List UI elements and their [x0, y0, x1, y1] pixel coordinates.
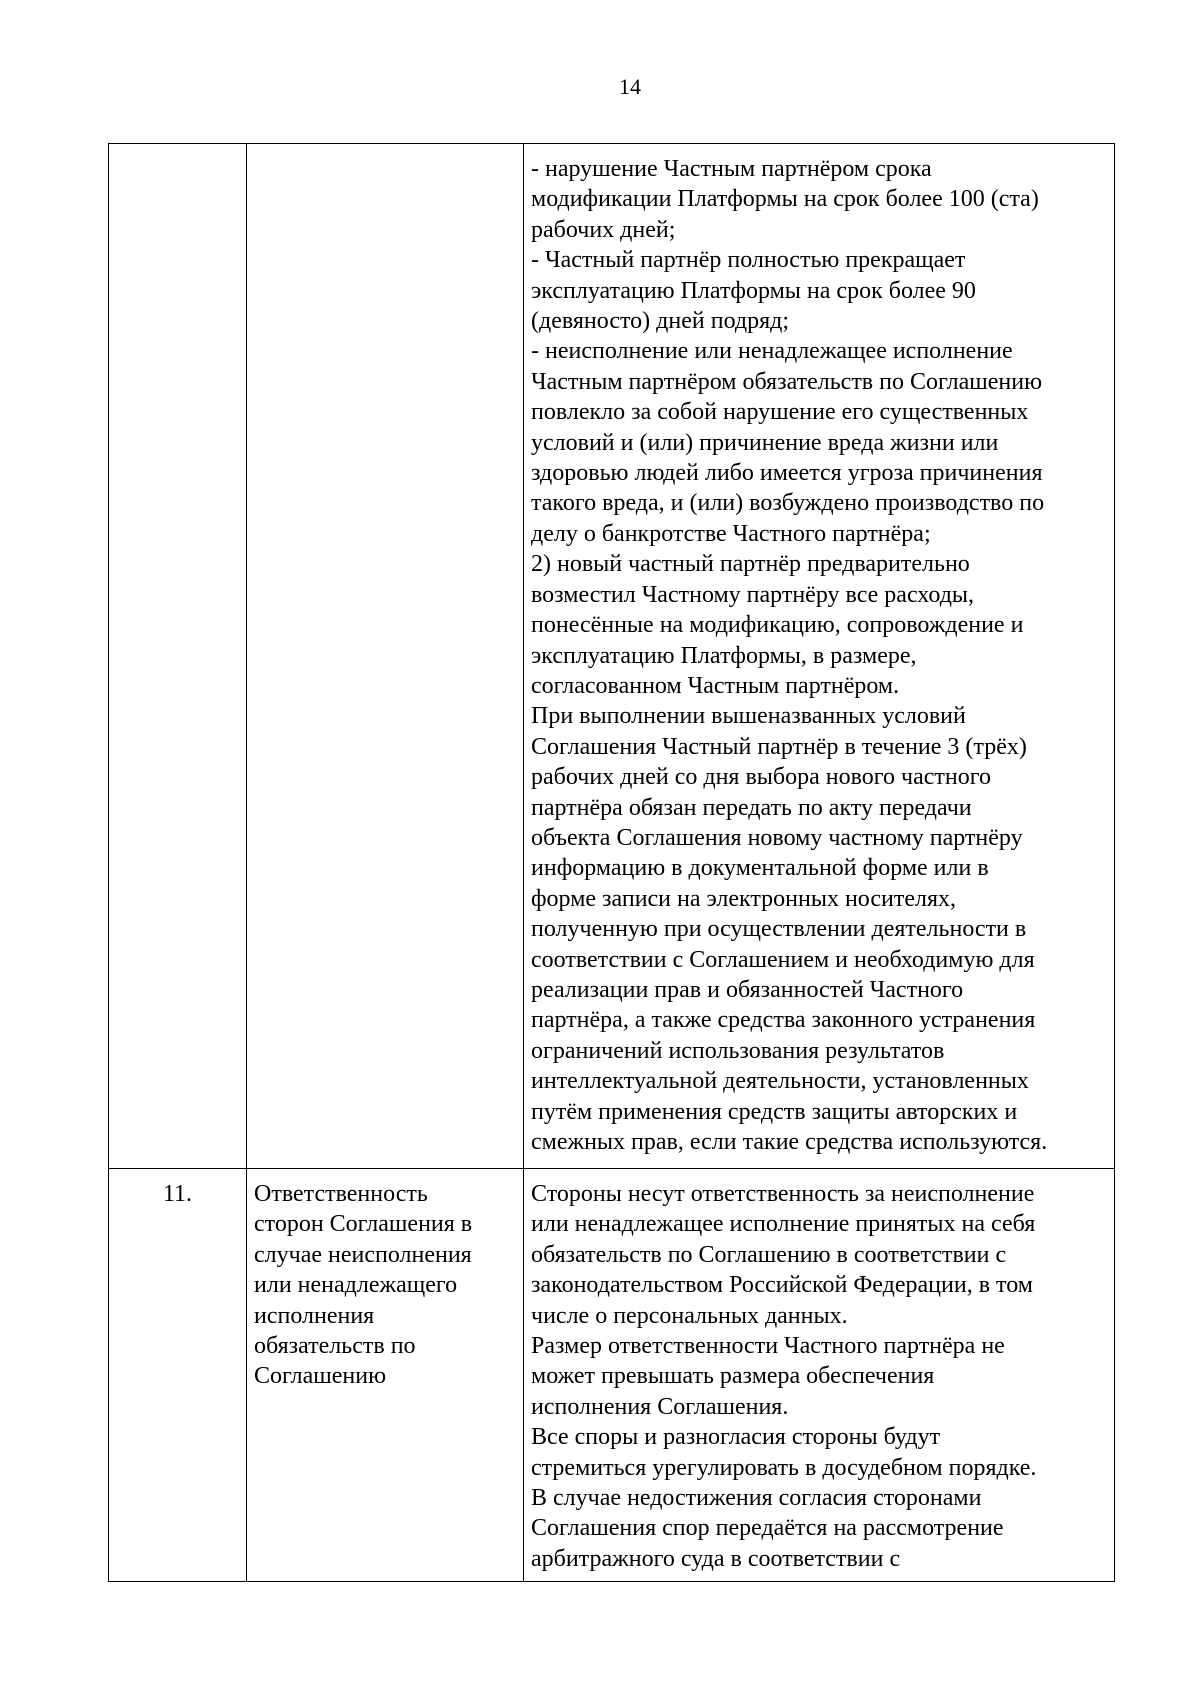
text-line: рабочих дней; — [531, 216, 676, 243]
text-line: партнёра обязан передать по акту передачи — [531, 794, 972, 821]
text-line: объекта Соглашения новому частному партнёру — [531, 824, 1023, 851]
text-line: соответствии с Соглашением и необходимую для — [531, 946, 1035, 973]
document-table — [108, 143, 1115, 1582]
text-line: арбитражного суда в соответствии с — [531, 1545, 901, 1572]
text-line: Соглашения спор передаётся на рассмотрение — [531, 1515, 1004, 1542]
page-number: 14 — [619, 74, 641, 99]
text-line: - нарушение Частным партнёром срока — [531, 156, 932, 182]
text-line: Соглашению — [254, 1363, 387, 1390]
text-line: условий и (или) причинение вреда жизни или — [531, 429, 999, 456]
text-line: или ненадлежащее исполнение принятых на себя — [531, 1211, 1036, 1238]
table-row — [109, 1169, 1115, 1582]
text-line: - Частный партнёр полностью прекращает — [531, 247, 966, 274]
text-line: путём применения средств защиты авторских и — [531, 1098, 1018, 1125]
text-line: здоровью людей либо имеется угроза причинения — [531, 460, 1043, 487]
text-line: законодательством Российской Федерации, в том — [531, 1272, 1033, 1299]
text-line: такого вреда, и (или) возбуждено производство по — [531, 490, 1045, 517]
text-line: форме записи на электронных носителях, — [531, 885, 957, 912]
text-line: модификации Платформы на срок более 100 (ста) — [531, 186, 1039, 213]
text-line: исполнения — [254, 1302, 375, 1329]
text-line: стремиться урегулировать в досудебном порядке. — [531, 1454, 1037, 1481]
text-line: реализации прав и обязанностей Частного — [531, 976, 964, 1003]
text-line: согласованном Частным партнёром. — [531, 672, 900, 699]
text-line: может превышать размера обеспечения — [531, 1363, 935, 1390]
text-line: При выполнении вышеназванных условий — [531, 703, 966, 730]
text-line: сторон Соглашения в — [254, 1211, 473, 1238]
text-line: (девяносто) дней подряд; — [531, 308, 789, 335]
text-line: информацию в документальной форме или в — [531, 855, 989, 882]
text-line: понесённые на модификацию, сопровождение и — [531, 612, 1024, 639]
text-line: эксплуатацию Платформы на срок более 90 — [531, 277, 976, 304]
text-line: рабочих дней со дня выбора нового частного — [531, 764, 991, 791]
row-name-cell — [247, 144, 524, 1169]
text-line: Стороны несут ответственность за неисполнение — [531, 1181, 1035, 1207]
text-line: Размер ответственности Частного партнёра не — [531, 1333, 1005, 1360]
row-text-cell — [524, 1169, 1115, 1582]
text-line: случае неисполнения — [254, 1241, 472, 1268]
text-line: В случае недостижения согласия сторонами — [531, 1485, 982, 1512]
text-line: партнёра, а также средства законного устранения — [531, 1007, 1036, 1034]
row-name-cell — [247, 1169, 524, 1582]
text-line: обязательств по Соглашению в соответствии с — [531, 1241, 1007, 1268]
text-line: возместил Частному партнёру все расходы, — [531, 581, 975, 608]
text-line: Ответственность — [254, 1181, 428, 1207]
text-line: полученную при осуществлении деятельности в — [531, 916, 1027, 943]
text-line: Частным партнёром обязательств по Соглашению — [531, 368, 1042, 395]
text-line: эксплуатацию Платформы, в размере, — [531, 642, 917, 669]
text-line: исполнения Соглашения. — [531, 1393, 789, 1420]
text-line: числе о персональных данных. — [531, 1302, 848, 1329]
text-line: обязательств по — [254, 1333, 416, 1360]
row-text-cell — [524, 144, 1115, 1169]
row-number-cell: 11. — [109, 1169, 247, 1582]
table-row — [109, 144, 1115, 1169]
text-line: или ненадлежащего — [254, 1272, 458, 1299]
text-line: повлекло за собой нарушение его существенных — [531, 399, 1029, 426]
text-line: Все споры и разногласия стороны будут — [531, 1424, 941, 1451]
row-number-cell — [109, 144, 247, 1169]
text-line: ограничений использования результатов — [531, 1037, 945, 1064]
text-line: делу о банкротстве Частного партнёра; — [531, 520, 931, 547]
text-line: Соглашения Частный партнёр в течение 3 (трёх) — [531, 733, 1027, 760]
text-line: - неисполнение или ненадлежащее исполнение — [531, 338, 1013, 365]
text-line: 2) новый частный партнёр предварительно — [531, 551, 970, 578]
text-line: интеллектуальной деятельности, установленных — [531, 1068, 1029, 1095]
text-line: смежных прав, если такие средства используются. — [531, 1129, 1048, 1155]
